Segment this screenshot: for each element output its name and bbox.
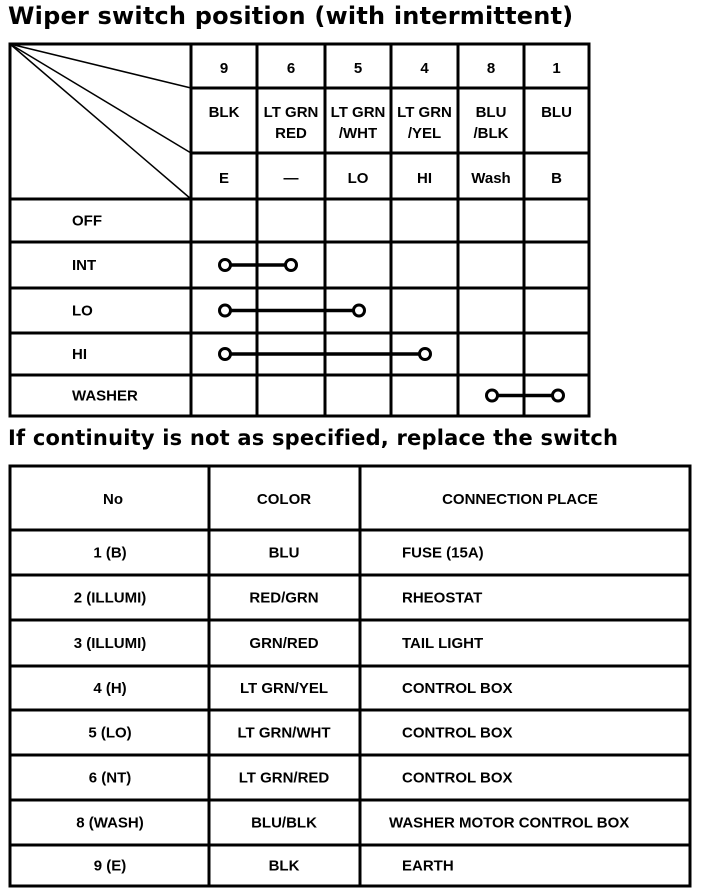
terminal-color: BLU /BLK: [473, 104, 509, 142]
continuity-note: If continuity is not as specified, replace the switch: [8, 426, 619, 450]
wire-color: BLU: [268, 544, 300, 562]
connection-place: CONTROL BOX: [402, 724, 513, 742]
terminal-color: LT GRN /YEL: [397, 104, 452, 142]
connection-place: RHEOSTAT: [402, 589, 483, 607]
terminal-function: E: [218, 170, 230, 187]
wire-color: GRN/RED: [249, 635, 319, 652]
terminal-color: BLK: [208, 104, 240, 121]
terminal-number: 9: [219, 60, 229, 77]
terminal-no: 1 (B): [93, 544, 127, 562]
wire-color: BLK: [268, 857, 300, 875]
page-title: Wiper switch position (with intermittent): [8, 2, 574, 30]
terminal-number: 1: [552, 60, 561, 77]
terminal-function: HI: [417, 170, 432, 187]
terminal-color: LT GRN /WHT: [330, 104, 386, 142]
terminal-function: Wash: [471, 170, 511, 187]
wire-color: BLU/BLK: [251, 814, 317, 832]
column-header: No: [103, 491, 123, 508]
terminal-no: 4 (H): [93, 680, 127, 697]
connection-place: CONTROL BOX: [402, 769, 513, 787]
wire-color: RED/GRN: [249, 589, 319, 607]
terminal-function: LO: [347, 170, 369, 187]
connection-place: FUSE (15A): [402, 544, 484, 562]
connection-place: TAIL LIGHT: [402, 635, 484, 652]
wire-color: LT GRN/YEL: [239, 680, 329, 697]
terminal-number: 4: [420, 60, 429, 77]
terminal-color: LT GRN RED: [263, 104, 319, 142]
column-header: CONNECTION PLACE: [442, 491, 598, 508]
terminal-no: 9 (E): [93, 857, 127, 875]
position-label: INT: [72, 257, 97, 274]
position-label: HI: [72, 346, 87, 363]
terminal-no: 5 (LO): [88, 724, 132, 742]
terminal-function: —: [283, 170, 299, 187]
terminal-no: 3 (ILLUMI): [73, 635, 147, 652]
column-header: COLOR: [256, 491, 312, 508]
terminal-color: BLU: [541, 104, 572, 121]
connection-place: WASHER MOTOR CONTROL BOX: [389, 814, 630, 832]
terminal-number: 6: [286, 60, 296, 77]
terminal-no: 2 (ILLUMI): [73, 589, 147, 607]
connection-place: CONTROL BOX: [402, 680, 513, 697]
terminal-number: 8: [486, 60, 496, 77]
position-label: LO: [72, 302, 93, 320]
terminal-function: B: [551, 170, 562, 187]
terminal-no: 8 (WASH): [76, 814, 144, 832]
terminal-number: 5: [353, 60, 363, 77]
terminal-no: 6 (NT): [88, 769, 132, 787]
connection-place: EARTH: [402, 857, 454, 875]
position-label: WASHER: [72, 387, 138, 405]
wire-color: LT GRN/WHT: [237, 724, 331, 742]
wire-color: LT GRN/RED: [238, 769, 330, 787]
position-label: OFF: [72, 212, 102, 230]
